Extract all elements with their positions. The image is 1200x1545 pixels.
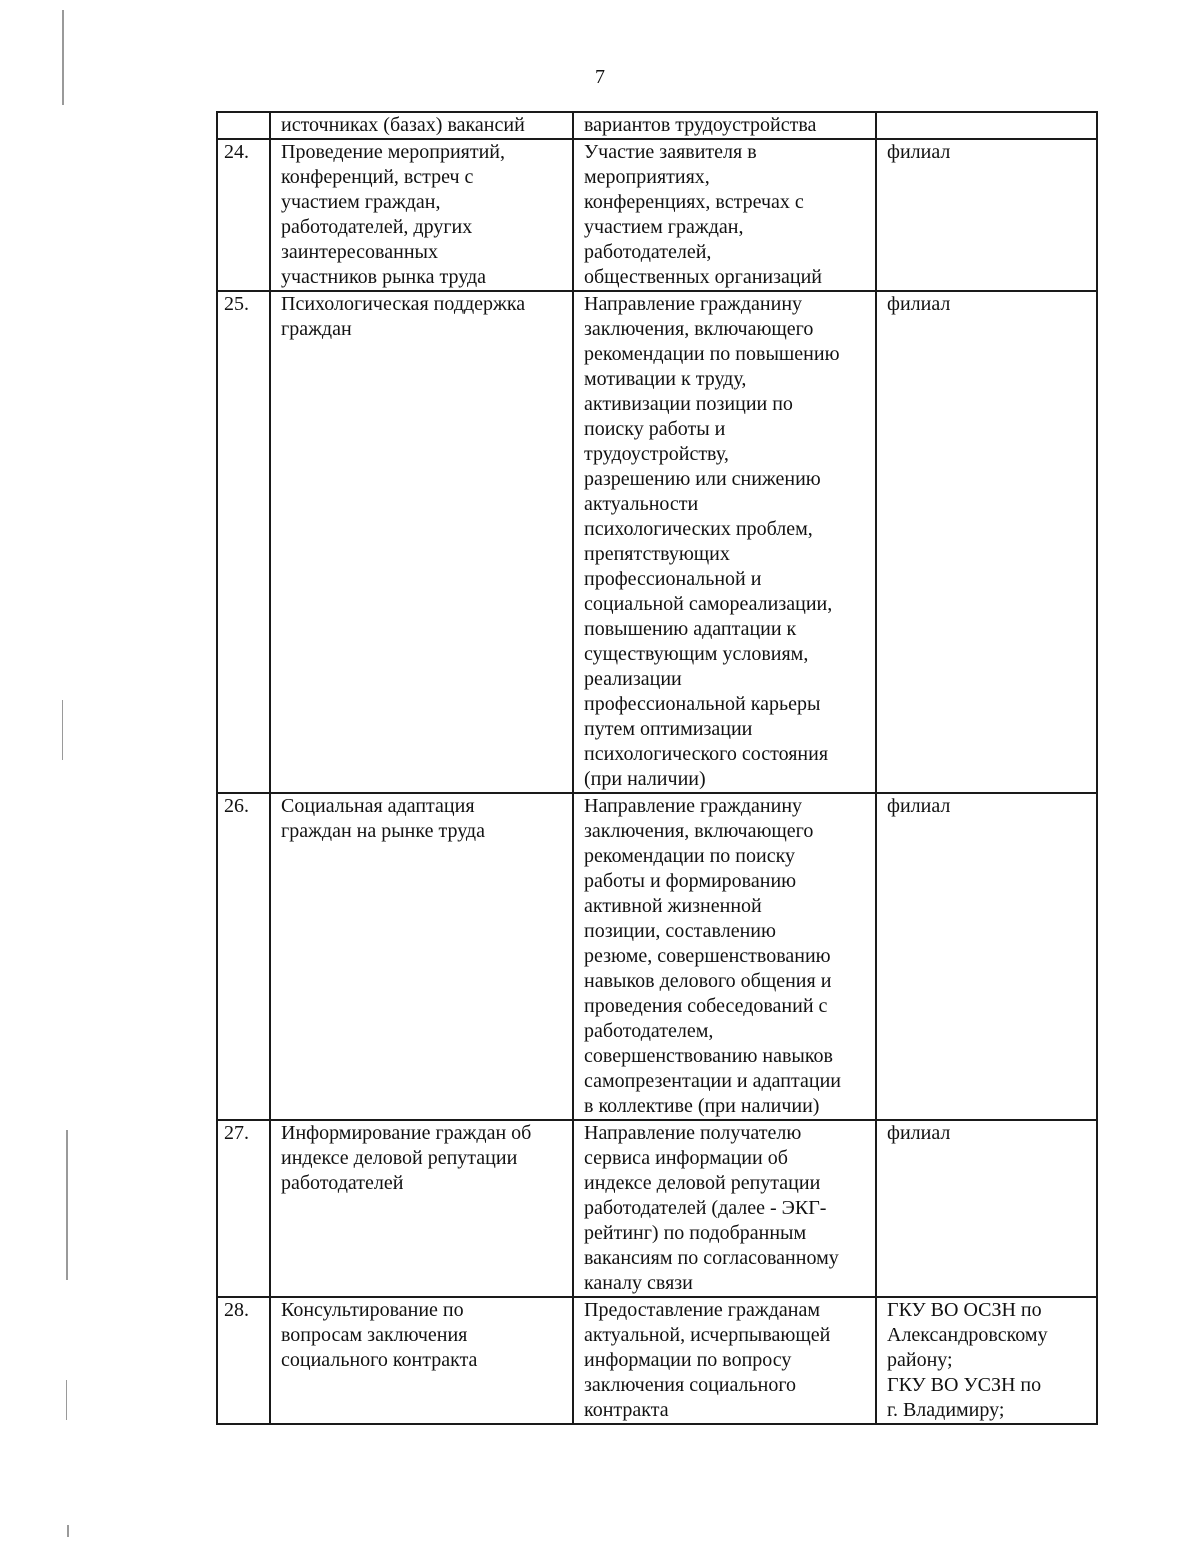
service-result-cell: Направление получателю сервиса информации об индексе деловой репутации работодателей (далее - ЭКГ- рейтинг) по подобранным вакансиям по согласованному каналу связи <box>573 1120 876 1297</box>
table-row-27 <box>217 1120 1097 1297</box>
service-name-cell: Социальная адаптация граждан на рынке труда <box>270 793 573 1120</box>
executor-cell: филиал <box>876 139 1097 291</box>
row-number: 28. <box>217 1297 270 1424</box>
table-row-28 <box>217 1297 1097 1424</box>
service-name-cell: Информирование граждан об индексе деловой репутации работодателей <box>270 1120 573 1297</box>
row-number: 25. <box>217 291 270 793</box>
table-row-26 <box>217 793 1097 1120</box>
table-row-24 <box>217 139 1097 291</box>
executor-cell: филиал <box>876 793 1097 1120</box>
row-number <box>217 112 270 139</box>
service-name-cell: Проведение мероприятий, конференций, встреч с участием граждан, работодателей, других заинтересованных участников рынка труда <box>270 139 573 291</box>
service-result-cell: Предоставление гражданам актуальной, исчерпывающей информации по вопросу заключения социального контракта <box>573 1297 876 1424</box>
executor-cell: филиал <box>876 1120 1097 1297</box>
service-name-cell: Консультирование по вопросам заключения социального контракта <box>270 1297 573 1424</box>
executor-cell <box>876 112 1097 139</box>
scan-edge-mark <box>62 10 64 105</box>
executor-cell: ГКУ ВО ОСЗН по Александровскому району; ГКУ ВО УСЗН по г. Владимиру; <box>876 1297 1097 1424</box>
service-name-cell: Психологическая поддержка граждан <box>270 291 573 793</box>
service-name-cell: источниках (базах) вакансий <box>270 112 573 139</box>
scan-edge-mark <box>62 700 63 760</box>
scan-edge-mark <box>67 1525 69 1537</box>
services-table <box>216 111 1098 1425</box>
service-result-cell: Направление гражданину заключения, включающего рекомендации по повышению мотивации к труду, активизации позиции по поиску работы и трудоустройству, разрешению или снижению актуальности психологических проблем, препятствующих профессиональной и социальной самореализации, повышению адаптации к существующим условиям, реализации профессиональной карьеры путем оптимизации психологического состояния (при наличии) <box>573 291 876 793</box>
service-result-cell: Участие заявителя в мероприятиях, конференциях, встречах с участием граждан, работодателей, общественных организаций <box>573 139 876 291</box>
executor-cell: филиал <box>876 291 1097 793</box>
scan-edge-mark <box>66 1130 68 1280</box>
table-row-continuation <box>217 112 1097 139</box>
service-result-cell: Направление гражданину заключения, включающего рекомендации по поиску работы и формированию активной жизненной позиции, составлению резюме, совершенствованию навыков делового общения и проведения собеседований с работодателем, совершенствованию навыков самопрезентации и адаптации в коллективе (при наличии) <box>573 793 876 1120</box>
service-result-cell: вариантов трудоустройства <box>573 112 876 139</box>
row-number: 24. <box>217 139 270 291</box>
table-row-25 <box>217 291 1097 793</box>
scan-edge-mark <box>66 1380 67 1420</box>
row-number: 27. <box>217 1120 270 1297</box>
page-number: 7 <box>595 66 605 88</box>
row-number: 26. <box>217 793 270 1120</box>
